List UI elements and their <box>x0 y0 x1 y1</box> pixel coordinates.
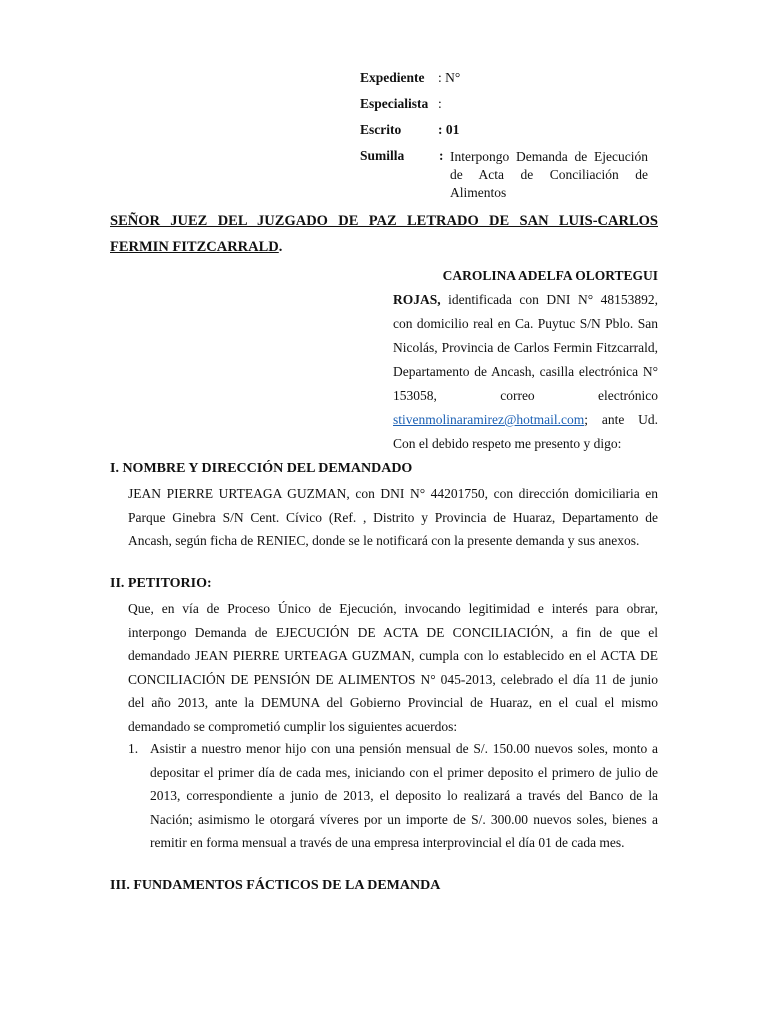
party-name-line2: ROJAS, <box>393 292 441 307</box>
sumilla-separator: : <box>439 148 444 163</box>
sumilla-value: Interpongo Demanda de Ejecución de Acta de Conciliación de Alimentos <box>450 149 648 200</box>
section-2-title: II. PETITORIO: <box>110 576 212 591</box>
section-1-title: I. NOMBRE Y DIRECCIÓN DEL DEMANDADO <box>110 461 413 476</box>
sumilla-label: Sumilla <box>360 148 405 163</box>
agreement-item-text: Asistir a nuestro menor hijo con una pensión mensual de S/. 150.00 nuevos soles, monto a depositar el primer día de cada mes, iniciando con el primer deposito el primero de julio de 2013, correspondiente a junio de 2013, el deposito lo realizará a través del Banco de la Nación; asimismo le otorgará víveres por un importe de S/. 300.00 nuevos soles, bienes a remitir en forma mensual a través de una empresa interprovincial el día 01 de cada mes. <box>150 741 658 850</box>
party-name-line1: CAROLINA ADELFA OLORTEGUI <box>442 268 658 283</box>
especialista-label: Especialista <box>360 96 429 111</box>
case-header <box>360 70 660 200</box>
section-1-text: JEAN PIERRE URTEAGA GUZMAN, con DNI N° 44201750, con dirección domiciliaria en Parque Ginebra S/N Cent. Cívico (Ref. , Distrito y Provincia de Huaraz, Departamento de Ancash, según ficha de RENIEC, donde se le notificará con la presente demanda y sus anexos. <box>128 486 658 548</box>
agreement-item <box>128 737 658 855</box>
section-3-title: III. FUNDAMENTOS FÁCTICOS DE LA DEMANDA <box>110 878 441 893</box>
addressee-text: SEÑOR JUEZ DEL JUZGADO DE PAZ LETRADO DE SAN LUIS-CARLOS FERMIN FITZCARRALD <box>110 213 658 255</box>
section-2-text: Que, en vía de Proceso Único de Ejecución, invocando legitimidad e interés para obrar, interpongo Demanda de EJECUCIÓN DE ACTA DE CONCILIACIÓN, a fin de que el demandado JEAN PIERRE URTEAGA GUZMAN, cumpla con lo establecido en el ACTA DE CONCILIACIÓN DE PENSIÓN DE ALIMENTOS N° 045-2013, celebrado el día 11 de junio del año 2013, ante la DEMUNA del Gobierno Provincial de Huaraz, en el cual el mismo demandado se comprometió cumplir los siguientes acuerdos: <box>128 601 658 734</box>
escrito-label: Escrito <box>360 122 402 137</box>
expediente-row <box>360 70 660 96</box>
expediente-value: : N° <box>438 70 461 85</box>
party-details: identificada con DNI N° 48153892, con domicilio real en Ca. Puytuc S/N Pblo. San Nicolás, Provincia de Carlos Fermin Fitzcarrald, Departamento de Ancash, casilla electrónica N° 153058, correo electrónico <box>393 292 658 403</box>
email-link[interactable]: stivenmolinaramirez@hotmail.com <box>393 412 585 427</box>
especialista-value: : <box>438 96 442 111</box>
party-presentation <box>393 264 658 456</box>
agreement-item-number: 1. <box>128 741 139 756</box>
escrito-value: : 01 <box>438 122 460 137</box>
addressee-end: . <box>278 239 283 255</box>
expediente-label: Expediente <box>360 70 425 85</box>
addressee-heading <box>110 208 658 260</box>
especialista-row <box>360 96 660 122</box>
party-body <box>393 288 658 456</box>
escrito-row <box>360 122 660 148</box>
party-closing: ; ante Ud. Con el debido respeto me presento y digo: <box>393 412 658 451</box>
